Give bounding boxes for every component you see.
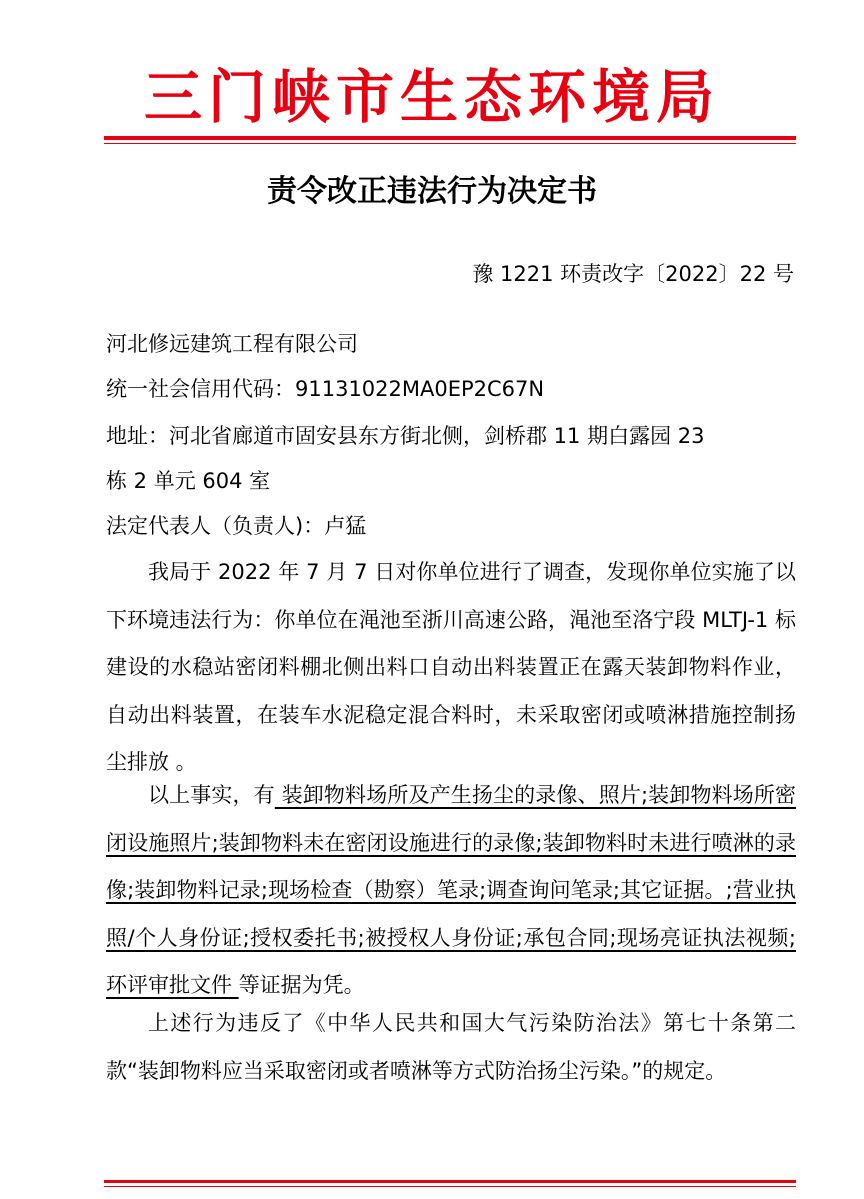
footer-rule-thin xyxy=(104,1186,796,1187)
evidence-list: 装卸物料场所及产生扬尘的录像、照片;装卸物料场所密闭设施照片;装卸物料未在密闭设施进行的录像;装卸物料时未进行喷淋的录像;装卸物料记录;现场检查（勘察）笔录;调查询问笔录;其它证据。;营业执照/个人身份证;授权委托书;被授权人身份证;承包合同;现场亮证执法视频;环评审批文件 xyxy=(106,783,797,997)
address-line-1: 地址：河北省廊道市固安县东方街北侧，剑桥郡 11 期白露园 23 xyxy=(106,424,705,448)
letterhead-rule-thin xyxy=(104,143,796,144)
address-line-2: 栋 2 单元 604 室 xyxy=(106,469,271,493)
findings-paragraph: 我局于 2022 年 7 月 7 日对你单位进行了调查，发现你单位实施了以下环境违法行为：你单位在渑池至浙川高速公路，渑池至洛宁段 MLTJ-1 标建设的水稳站密闭料棚北侧出料口自动出料装置正在露天装卸物料作业，自动出料装置，在装车水泥稳定混合料时，未采取密闭或喷淋措施控制扬尘排放 。 xyxy=(106,560,796,774)
credit-code: 统一社会信用代码：91131022MA0EP2C67N xyxy=(106,377,545,401)
evidence-prefix: 以上事实，有 xyxy=(148,783,275,807)
legal-representative: 法定代表人（负责人)：卢猛 xyxy=(106,514,367,538)
evidence-suffix: 等证据为凭。 xyxy=(238,973,365,997)
document-number: 豫 1221 环责改字〔2022〕22 号 xyxy=(472,262,794,286)
footer-rule-thick xyxy=(104,1180,796,1183)
letterhead-rule-thick xyxy=(104,136,796,140)
document-title: 责令改正违法行为决定书 xyxy=(267,174,597,209)
violation-paragraph: 上述行为违反了《中华人民共和国大气污染防治法》第七十条第二款“装卸物料应当采取密闭或者喷淋等方式防治扬尘污染。”的规定。 xyxy=(106,1011,796,1083)
party-name: 河北修远建筑工程有限公司 xyxy=(106,332,358,356)
agency-letterhead: 三门峡市生态环境局 xyxy=(143,63,720,131)
evidence-paragraph xyxy=(106,772,796,1010)
